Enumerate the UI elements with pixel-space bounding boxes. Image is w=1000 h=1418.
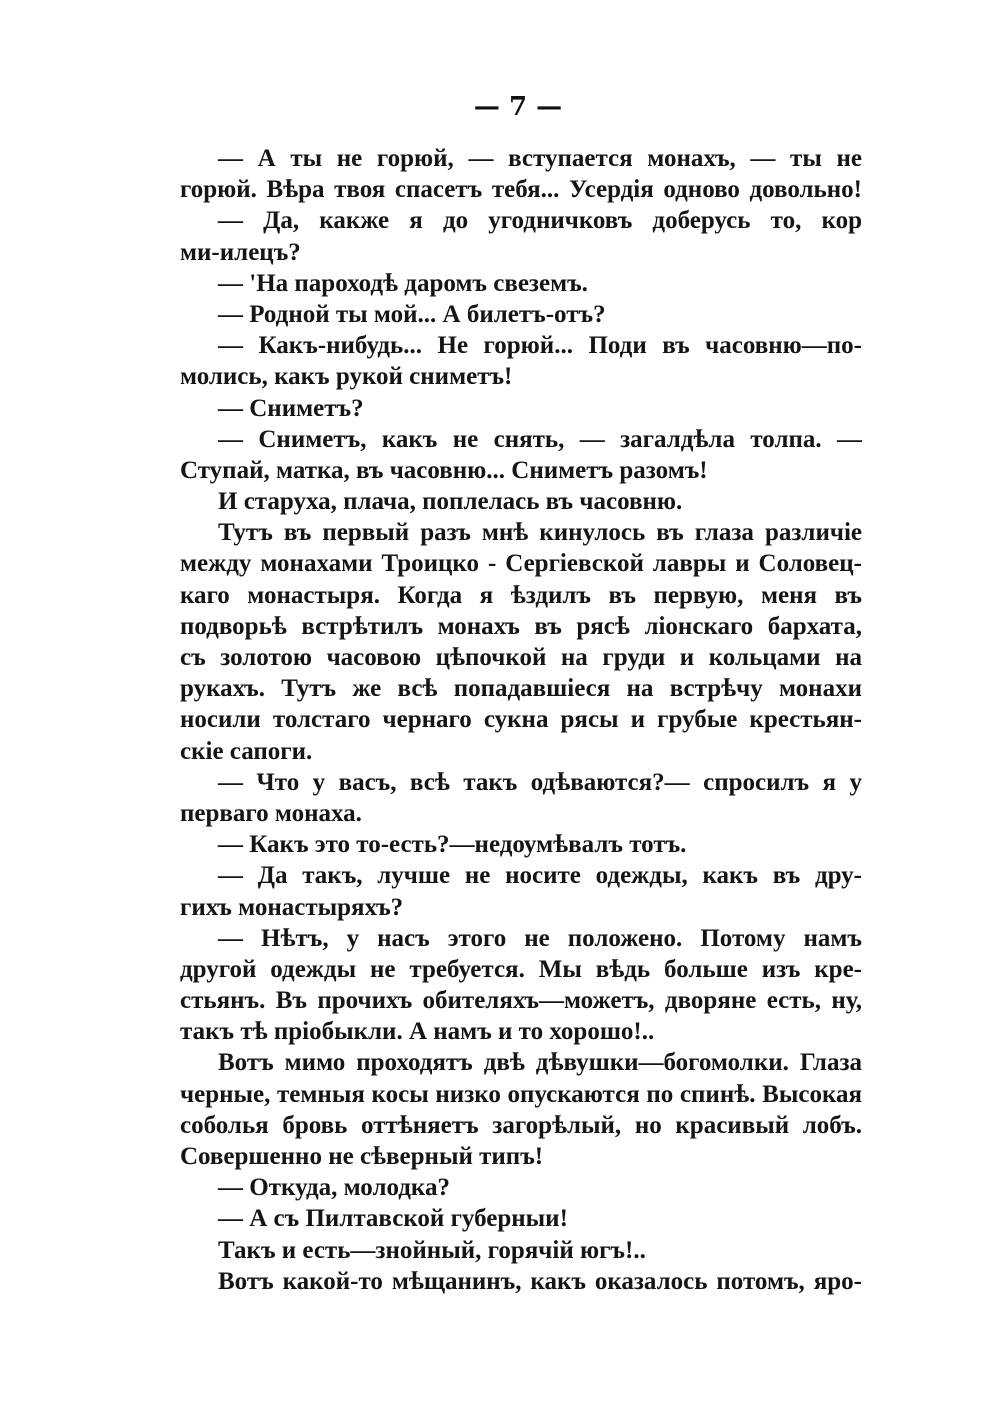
text-line: такъ тѣ пріобыкли. А намъ и то хорошо!.. — [180, 1018, 655, 1046]
text-line: другой одежды не требуется. Мы вѣдь больше изъ кре- — [180, 955, 862, 983]
text-line: — Что у васъ, всѣ такъ одѣваются?— спросилъ я у — [218, 768, 862, 796]
text-line: Вотъ какой-то мѣщанинъ, какъ оказалось потомъ, яро- — [218, 1267, 862, 1295]
body-text — [180, 143, 862, 1297]
text-line: носили толстаго чернаго сукна рясы и грубые крестьян- — [180, 706, 862, 734]
text-line: — Сниметъ? — [218, 394, 364, 422]
text-line: — Сниметъ, какъ не снять, — загалдѣла толпа. — — [218, 425, 862, 453]
text-line: — Какъ это то-есть?—недоумѣвалъ тотъ. — [218, 831, 687, 859]
text-line: Такъ и есть—знойный, горячій югъ!.. — [218, 1236, 646, 1264]
text-line: скіе сапоги. — [180, 737, 313, 765]
text-line: между монахами Троицко - Сергіевской лавры и Соловец- — [180, 550, 862, 578]
text-line: горюй. Вѣра твоя спасетъ тебя... Усердія одново довольно! — [180, 176, 862, 204]
page-number: — 7 — — [473, 92, 563, 122]
text-line: молись, какъ рукой сниметъ! — [180, 363, 513, 391]
text-line: стьянъ. Въ прочихъ обителяхъ—можетъ, дворяне есть, ну, — [180, 987, 862, 1015]
text-line: — Откуда, молодка? — [218, 1174, 450, 1202]
text-line: — Какъ-нибудь... Не горюй... Поди въ часовню—по- — [218, 332, 862, 360]
text-line: рукахъ. Тутъ же всѣ попадавшіеся на встрѣчу монахи — [180, 675, 862, 703]
text-line: перваго монаха. — [180, 799, 362, 827]
text-line: Вотъ мимо проходятъ двѣ дѣвушки—богомолки. Глаза — [218, 1049, 862, 1077]
text-line: соболья бровь оттѣняетъ загорѣлый, но красивый лобъ. — [180, 1111, 862, 1139]
text-line: черные, темныя косы низко опускаются по спинѣ. Высокая — [180, 1080, 862, 1108]
text-line: — Нѣтъ, у насъ этого не положено. Потому намъ — [218, 924, 862, 952]
text-line: подворьѣ встрѣтилъ монахъ въ рясѣ ліонскаго бархата, — [180, 612, 862, 640]
text-line: И старуха, плача, поплелась въ часовню. — [218, 488, 683, 516]
text-line: — А ты не горюй, — вступается монахъ, — ты не — [218, 145, 862, 172]
text-line: съ золотою часовою цѣпочкой на груди и кольцами на — [180, 644, 862, 671]
text-line: — Да такъ, лучше не носите одежды, какъ въ дру- — [218, 862, 862, 890]
text-line: Совершенно не сѣверный типъ! — [180, 1143, 544, 1170]
text-line: ми-илецъ? — [180, 238, 301, 266]
text-line: — Родной ты мой... А билетъ-отъ? — [218, 300, 606, 328]
text-line: — Да, какже я до угодничковъ доберусь то, кор — [218, 207, 862, 235]
text-line: — А съ Пилтавской губерныи! — [218, 1205, 568, 1233]
text-line: гихъ монастыряхъ? — [180, 893, 404, 921]
text-line: — 'На пароходѣ даромъ свеземъ. — [218, 269, 588, 297]
text-line: каго монастыря. Когда я ѣздилъ въ первую, меня въ — [180, 581, 862, 609]
text-line: Тутъ въ первый разъ мнѣ кинулось въ глаза различіе — [218, 519, 862, 547]
text-line: Ступай, матка, въ часовню... Сниметъ разомъ! — [180, 456, 708, 484]
